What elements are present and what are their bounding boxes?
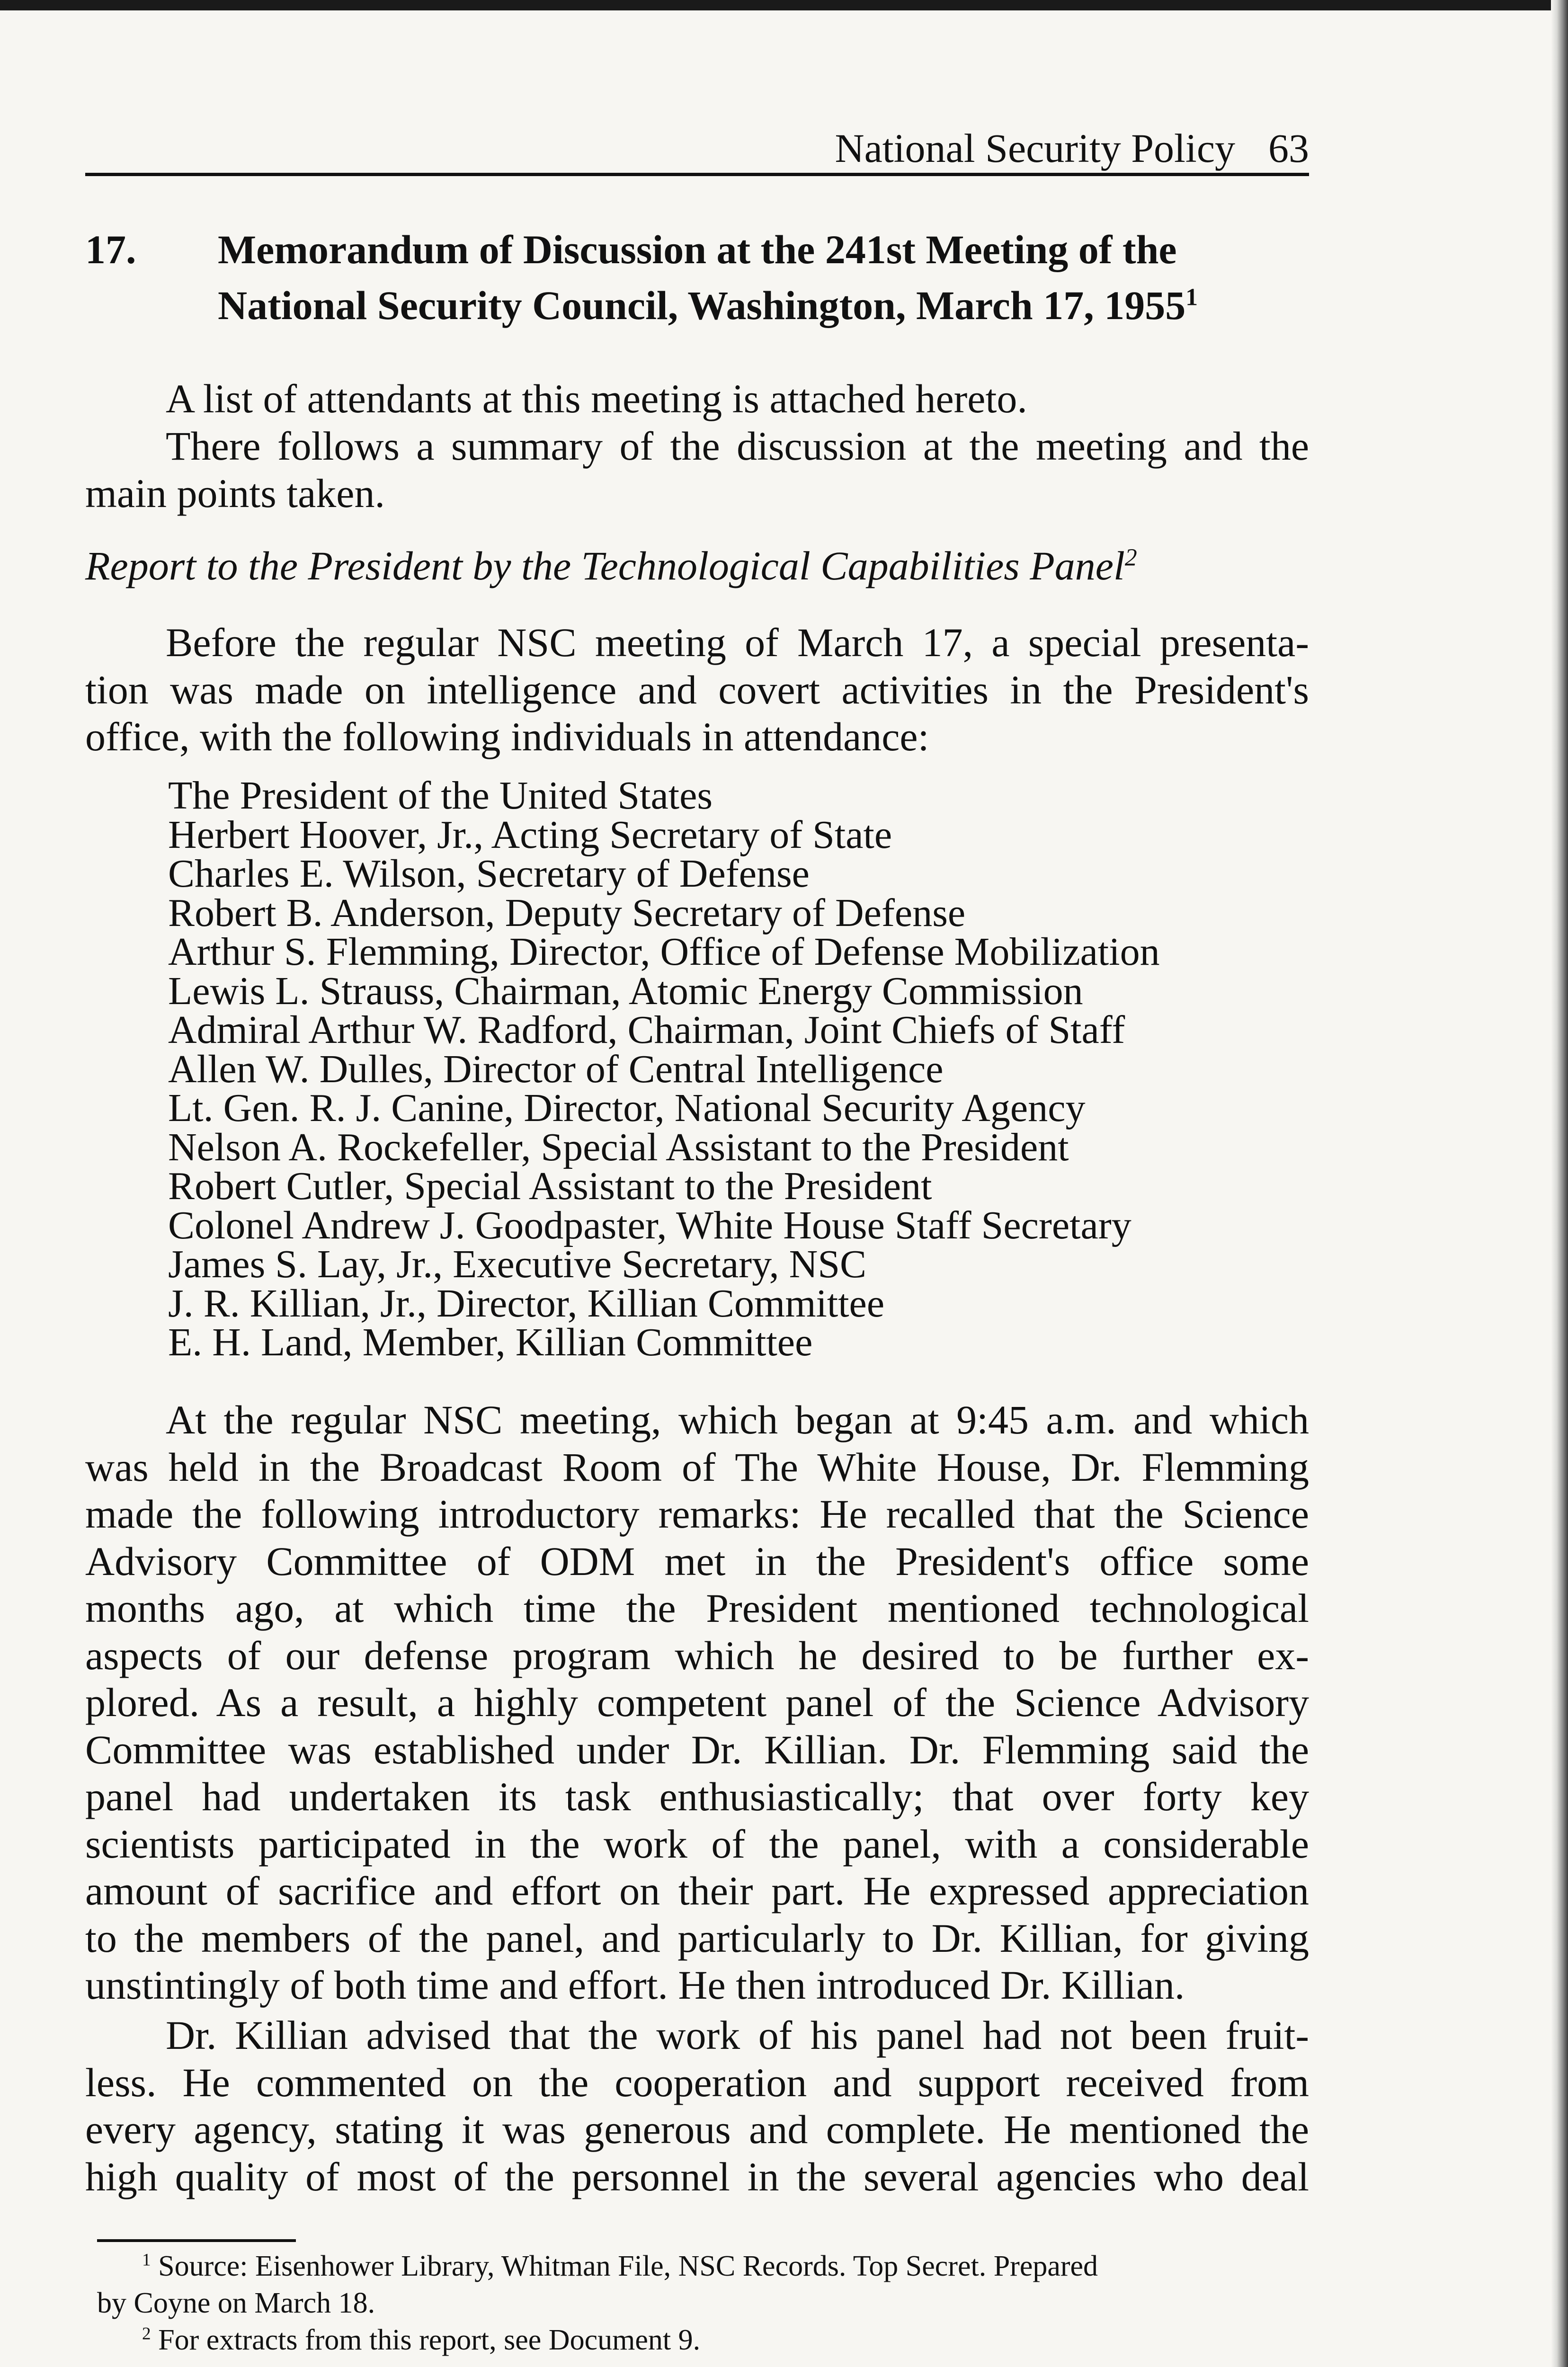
running-head-rule [85, 173, 1309, 176]
attendee-item: E. H. Land, Member, Killian Committee [168, 1320, 813, 1364]
meeting-line: made the following introductory remarks: He recalled that the Science [85, 1491, 1309, 1537]
attendee-item: Lewis L. Strauss, Chairman, Atomic Energy Commission [168, 969, 1083, 1013]
intro-line-1 [85, 375, 1309, 422]
attendee-item: Herbert Hoover, Jr., Acting Secretary of State [168, 812, 892, 857]
document-number: 17. [85, 227, 136, 272]
killian-paragraph [85, 2012, 1309, 2200]
running-head [85, 122, 1309, 174]
intro-line-1-text: A list of attendants at this meeting is attached hereto. [166, 376, 1027, 421]
attendee-item: Colonel Andrew J. Goodpaster, White House Staff Secretary [168, 1203, 1131, 1247]
footnote-2-mark: 2 [142, 2324, 151, 2344]
killian-line: less. He commented on the cooperation and support received from [85, 2059, 1309, 2105]
meeting-line: aspects of our defense program which he desired to be further ex- [85, 1632, 1309, 1678]
document-title-line-2-text: National Security Council, Washington, March 17, 1955 [218, 283, 1186, 328]
footnote-1-line-2: by Coyne on March 18. [97, 2287, 375, 2319]
footnote-1-text: Source: Eisenhower Library, Whitman File, NSC Records. Top Secret. Prepared [158, 2250, 1098, 2282]
killian-line: every agency, stating it was generous and complete. He mentioned the [85, 2107, 1309, 2152]
intro-line-2 [85, 422, 1309, 470]
meeting-line: amount of sacrifice and effort on their part. He expressed appreciation [85, 1868, 1309, 1913]
attendee-list [168, 776, 1304, 1362]
running-head-title: National Security Policy [835, 125, 1235, 171]
attendee-item: James S. Lay, Jr., Executive Secretary, NSC [168, 1242, 867, 1286]
presentation-line-1: Before the regular NSC meeting of March 17, a special presenta- [166, 620, 1309, 665]
attendee-item: Admiral Arthur W. Radford, Chairman, Joint Chiefs of Staff [168, 1008, 1125, 1052]
scan-top-border [0, 0, 1568, 10]
meeting-line: was held in the Broadcast Room of The White House, Dr. Flemming [85, 1444, 1309, 1490]
presentation-line-3: office, with the following individuals in attendance: [85, 714, 929, 759]
footnote-ref-2: 2 [1124, 544, 1137, 571]
attendee-item: Robert B. Anderson, Deputy Secretary of Defense [168, 890, 966, 935]
killian-line: Dr. Killian advised that the work of his panel had not been fruit- [166, 2012, 1309, 2058]
attendee-item: The President of the United States [168, 774, 713, 818]
attendee-item: J. R. Killian, Jr., Director, Killian Committee [168, 1281, 885, 1326]
attendee-item: Lt. Gen. R. J. Canine, Director, National Security Agency [168, 1086, 1086, 1130]
attendee-item: Charles E. Wilson, Secretary of Defense [168, 852, 810, 896]
section-heading [85, 540, 1137, 592]
meeting-line: Committee was established under Dr. Killian. Dr. Flemming said the [85, 1726, 1309, 1772]
meeting-paragraph [85, 1397, 1309, 2009]
attendee-item: Arthur S. Flemming, Director, Office of Defense Mobilization [168, 930, 1160, 974]
document-title-line-2 [218, 277, 1198, 333]
document-title-line-1: Memorandum of Discussion at the 241st Meeting of the [218, 227, 1177, 272]
presentation-line-2: tion was made on intelligence and covert activities in the President's [85, 667, 1309, 712]
intro-line-2-text: There follows a summary of the discussion at the meeting and the [166, 423, 1309, 469]
presentation-paragraph [85, 619, 1309, 761]
meeting-line: Advisory Committee of ODM met in the President's office some [85, 1538, 1309, 1584]
section-heading-text: Report to the President by the Technological Capabilities Panel [85, 543, 1125, 588]
footnote-rule [97, 2239, 296, 2242]
intro-line-3: main points taken. [85, 471, 385, 516]
meeting-line: plored. As a result, a highly competent panel of the Science Advisory [85, 1680, 1309, 1725]
footnote-1-line-1 [97, 2248, 1309, 2285]
meeting-line: At the regular NSC meeting, which began at 9:45 a.m. and which [166, 1397, 1309, 1442]
meeting-line: unstintingly of both time and effort. He then introduced Dr. Killian. [85, 1962, 1185, 2008]
footnote-2-text: For extracts from this report, see Document 9. [158, 2324, 701, 2356]
footnote-1-mark: 1 [142, 2250, 151, 2270]
meeting-line: to the members of the panel, and particularly to Dr. Killian, for giving [85, 1915, 1309, 1961]
attendee-item: Robert Cutler, Special Assistant to the President [168, 1164, 932, 1208]
attendee-item: Allen W. Dulles, Director of Central Intelligence [168, 1047, 944, 1091]
meeting-line: scientists participated in the work of the panel, with a considerable [85, 1821, 1309, 1867]
footnote-ref-1: 1 [1185, 284, 1198, 311]
attendee-item: Nelson A. Rockefeller, Special Assistant to the President [168, 1125, 1069, 1169]
page-number: 63 [1268, 125, 1309, 171]
scan-right-border [1551, 0, 1568, 2367]
meeting-line: panel had undertaken its task enthusiastically; that over forty key [85, 1774, 1309, 1819]
killian-line: high quality of most of the personnel in the several agencies who deal [85, 2153, 1309, 2199]
meeting-line: months ago, at which time the President mentioned technological [85, 1585, 1309, 1631]
footnotes [97, 2248, 1309, 2358]
footnote-2-line-1 [97, 2322, 1309, 2358]
